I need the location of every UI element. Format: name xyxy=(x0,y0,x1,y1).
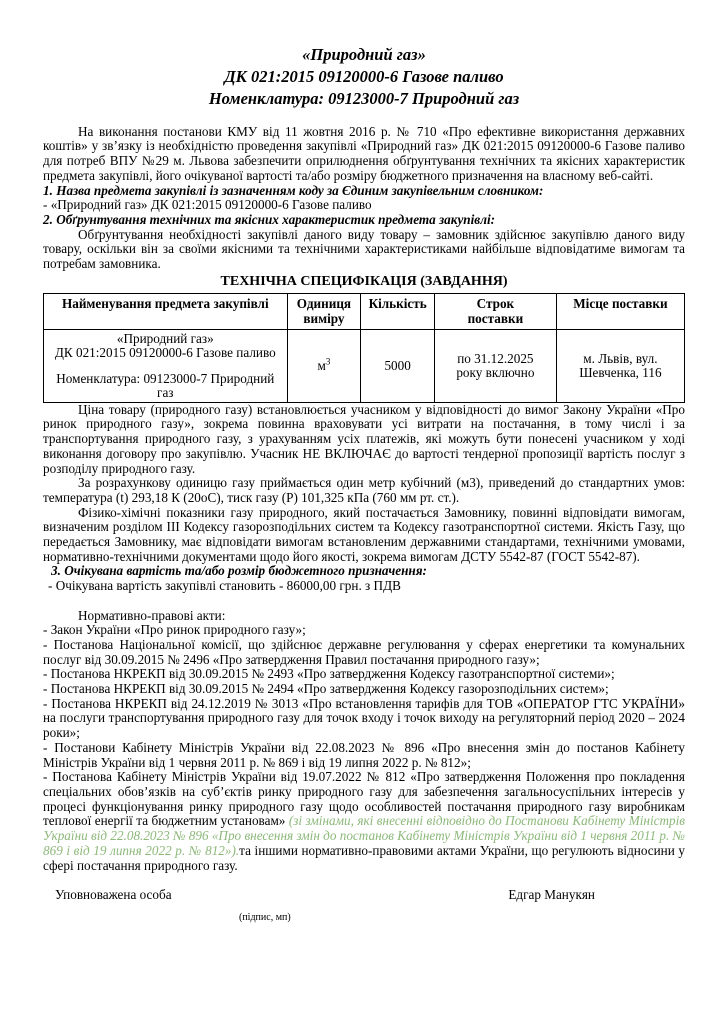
signature-role: Уповноважена особа xyxy=(55,887,172,903)
spec-name-line-3: Номенклатура: 09123000-7 Природний газ xyxy=(56,370,275,400)
spec-header-place: Місце поставки xyxy=(556,293,684,329)
spec-term-line-1: по 31.12.2025 xyxy=(457,350,534,366)
legal-act-item: - Постанова НКРЕКП від 30.09.2015 № 2493 «Про затвердження Кодексу газотранспортної системи»; xyxy=(43,666,615,682)
intro-paragraph: На виконання постанови КМУ від 11 жовтня 2016 р. № 710 «Про ефективне використання державних коштів» у зв’язку із необхідністю проведення закупівлі «Природний газ» ДК 021:2015 09120000-6 Газове паливо для потреб ВПУ №29 м. Львова забезпечити оприлюднення обґрунтування технічних та якісних характеристик предмета закупівлі, його очікуваної вартості та/або розміру бюджетного призначення на власному веб-сайті. xyxy=(43,123,685,183)
spec-cell-quantity: 5000 xyxy=(361,329,435,402)
document-title xyxy=(43,44,685,110)
section-1-body: - «Природний газ» ДК 021:2015 09120000-6 Газове паливо xyxy=(43,197,372,213)
spec-cell-term xyxy=(435,329,557,402)
legal-act-item: - Постанови Кабінету Міністрів України від 22.08.2023 № 896 «Про внесення змін до постанов Кабінету Міністрів України від 1 червня 2011 р. № 869 і від 19 липня 2022 р. № 812»; xyxy=(43,739,685,770)
legal-act-item: - Закон України «Про ринок природного газу»; xyxy=(43,622,306,638)
legal-amendment-note: (зі змінами, які внесенні відповідно до Постанови Кабінету Міністрів України від 22.08.2023 № 896 «Про внесення змін до постанов Кабінету Міністрів України від 1 червня 2011 р. № 869 і від 19 липня 2022 р. № 812»). xyxy=(43,813,685,858)
legal-act-item: - Постанова НКРЕКП від 24.12.2019 № 3013 «Про встановлення тарифів для ТОВ «ОПЕРАТОР ГТС УКРАЇНИ» на послуги транспортування природного газу для точок входу і точок виходу на регуляторний період 2020 – 2024 роки»; xyxy=(43,695,685,741)
price-paragraph: Ціна товару (природного газу) встановлюється учасником у відповідності до вимог Закону України «Про ринок природного газу», зокрема повинна враховувати усі витрати на постачання, в тому числі і за транспортування природного газу, з урахуванням усіх платежів, які можуть бути понесені учасником у ході виконання договору про закупівлю. Учасник НЕ ВКЛЮЧАЄ до вартості тендерної пропозиції вартість послуг з розподілу природного газу. xyxy=(43,401,685,476)
section-1-heading: 1. Назва предмета закупівлі із зазначенням коду за Єдиним закупівельним словником: xyxy=(43,182,544,198)
title-line-2: ДК 021:2015 09120000-6 Газове паливо xyxy=(224,67,504,86)
spec-name-line-1: «Природний газ» xyxy=(116,330,214,346)
spec-header-term: Строк поставки xyxy=(435,293,557,329)
spec-table-header-row xyxy=(44,293,685,329)
spec-table-data-row xyxy=(44,329,685,402)
legal-last-tail-text: та іншими нормативно-правовими актами України, що регулюють відносини у сфері постачання природного газу. xyxy=(43,842,685,873)
legal-act-item: - Постанова Національної комісії, що здійснює державне регулювання у сферах енергетики та комунальних послуг від 30.09.2015 № 2496 «Про затвердження Правил постачання природного газу»; xyxy=(43,636,685,667)
legal-last-black-text: - Постанова Кабінету Міністрів України від 19.07.2022 № 812 «Про затвердження Положення про покладення спеціальних обов’язків на суб’єктів ринку природного газу для забезпечення загальносуспільних інтересів у процесі функціонування ринку природного газу щодо особливостей постачання природного газу виробникам теплової енергії та бюджетним установам» xyxy=(43,769,685,829)
unit-exponent: 3 xyxy=(325,356,331,367)
spec-header-unit: Одиниця виміру xyxy=(287,293,361,329)
legal-act-item-last xyxy=(43,770,685,873)
spec-header-quantity: Кількість xyxy=(361,293,435,329)
section-2-heading: 2. Обґрунтування технічних та якісних характеристик предмета закупівлі: xyxy=(43,211,496,227)
signature-row xyxy=(43,888,685,903)
quality-paragraph: Фізико-хімічні показники газу природного, який постачається Замовнику, повинні відповідати вимогам, визначеним розділом ІІІ Кодексу газорозподільних систем та Кодексу газотранспортної системи. Якість Газу, що передається Замовнику, має відповідати вимогам встановленим державними стандартами, технічними умовами, нормативно-технічними документами щодо його якості, зокрема вимогам ДСТУ 5542-87 (ГОСТ 5542-87). xyxy=(43,504,685,564)
signature-note: (підпис, мп) xyxy=(239,911,291,923)
title-line-3: Номенклатура: 09123000-7 Природний газ xyxy=(208,89,520,108)
spec-cell-unit: $м^3$ xyxy=(287,329,361,402)
title-line-1: «Природний газ» xyxy=(302,45,426,64)
spec-term-line-2: року включно xyxy=(456,364,535,380)
unit-paragraph: За розрахункову одиницю газу приймається один метр кубічний (м3), приведений до стандартних умов: температура (t) 293,18 К (20оС), тиск газу (Р) 101,325 кПа (760 мм рт. ст.). xyxy=(43,475,685,505)
spec-cell-name xyxy=(44,329,288,402)
spec-table xyxy=(43,293,685,403)
spec-name-line-2: ДК 021:2015 09120000-6 Газове паливо xyxy=(54,344,276,360)
legal-acts-title: Нормативно-правові акти: xyxy=(78,607,226,623)
section-3-body: - Очікувана вартість закупівлі становить - 86000,00 грн. з ПДВ xyxy=(48,578,401,594)
legal-act-item: - Постанова НКРЕКП від 30.09.2015 № 2494 «Про затвердження Кодексу газорозподільних систем»; xyxy=(43,681,609,697)
section-2-body: Обґрунтування необхідності закупівлі даного виду товару – замовник здійснює закупівлю даного виду товару, оскільки він за своїми якісними та технічними характеристиками найбільше відповідатиме вимогам та потребам замовника. xyxy=(43,226,685,272)
spec-table-title: ТЕХНІЧНА СПЕЦИФІКАЦІЯ (ЗАВДАННЯ) xyxy=(220,273,508,289)
spec-header-name: Найменування предмета закупівлі xyxy=(44,293,288,329)
spec-cell-place: м. Львів, вул. Шевченка, 116 xyxy=(556,329,684,402)
signature-name: Едгар Манукян xyxy=(508,887,595,903)
section-3-heading: 3. Очікувана вартість та/або розмір бюджетного призначення: xyxy=(51,563,427,579)
